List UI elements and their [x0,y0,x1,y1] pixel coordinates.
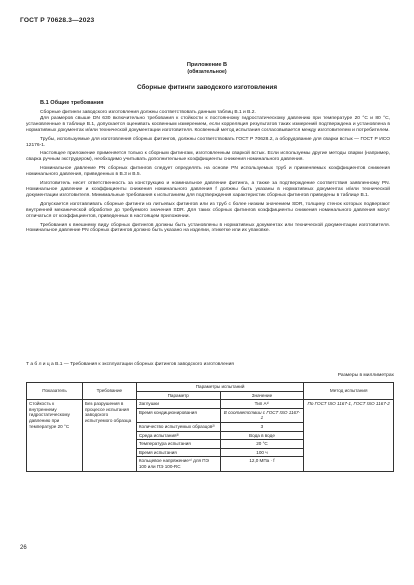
paragraph: Номинальное давление PN сборных фитингов следует определять на основе PN используемых труб и применяемых коэффициентов снижения номинального давления, приведенных в В.3 и В.5. [26,166,390,178]
table-units: Размеры в миллиметрах [337,373,394,378]
cell-value: 20 °С [220,440,304,449]
appendix-status: (обязательное) [187,69,227,75]
cell-indicator: Стойкость к внутреннему гидростатическому давлению при температуре 20 °С [27,400,83,471]
paragraph: Сборные фитинги заводского изготовления должны соответствовать данным таблиц В.1 и В.2. [40,110,256,115]
cell-value: В соответствии с ГОСТ ISO 1167-1 [220,408,304,422]
header-method: Метод испытания [304,383,394,400]
cell-value: 3 [220,422,304,431]
cell-param: Среда испытания³⁾ [136,431,220,440]
paragraph: Изготовитель несет ответственность за конструкцию и номинальное давление фитинга, а также за подтверждение соответствия заявленному PN. Номинальное давление и коэффициенты снижения номинального давления f должны быть указаны в нормативных документах и/или технической документации изготовителя. Минимальные требования к испытаниям для подтверждения характеристик сборных фитингов приведены в таблице В.1. [26,181,390,198]
document-header: ГОСТ Р 70628.3—2023 [20,17,95,24]
cell-method: По ГОСТ ISO 1167-1, ГОСТ ISO 1167-2 [304,400,394,471]
cell-param: Количество испытуемых образцов²⁾ [136,422,220,431]
paragraph: Требования к внешнему виду сборных фитингов должны быть установлены в нормативных документах или технической документации изготовителя. Номинальное давление PN сборных фитингов должно быть указано на изделии, этикетке или их упаковке. [26,222,390,234]
paragraph: Трубы, используемые для изготовления сборных фитингов, должны соответствовать ГОСТ Р 70628.2, а оборудование для сварки встык — ГОСТ Р ИСО 12176-1. [26,136,390,148]
section-title: В.1 Общие требования [40,100,104,106]
cell-value: 100 ч [220,448,304,457]
requirements-table [26,382,394,472]
header-parameter: Параметр [136,391,220,400]
cell-param: Время испытания [136,448,220,457]
paragraph: Допускается изготавливать сборные фитинги из литьевых фитингов или из труб с более низким значением SDR, толщину стенок которых подвергают внутренней механической обработке до требуемого значения SDR. Для таких сборных фитингов коэффициенты снижения номинального давления могут отличаться от коэффициентов, приведенных в настоящем приложении. [26,201,390,219]
header-indicator: Показатель [27,383,83,400]
appendix-title: Сборные фитинги заводского изготовления [136,84,278,91]
cell-requirement: Без разрушения в процессе испытания заводского испытуемого образца [82,400,136,471]
header-test-params: Параметры испытаний [136,383,304,392]
cell-param: Заглушки [136,400,220,409]
cell-value: Тип A¹⁾ [220,400,304,409]
header-requirement: Требование [82,383,136,400]
table-header-row [27,383,394,392]
paragraph: Настоящее приложение применяется только к сборным фитингам, изготовленным сваркой встык. Если используемы другие методы сварки (например, сварка ручным экструдером), необходимо учитывать дополнительные коэффициенты снижения номинального давления. [26,151,390,163]
cell-param: Температура испытания [136,440,220,449]
appendix-label: Приложение В [186,62,228,68]
table-caption: Т а б л и ц а В.1 — Требования к эксплуатации сборных фитингов заводского изготовления [26,362,234,367]
cell-value: 12,0 МПа · f [220,457,304,471]
cell-param: Время кондиционирования [136,408,220,422]
body-text [26,110,390,234]
header-value: Значение [220,391,304,400]
cell-param: Кольцевое напряжение⁴⁾ для ПЭ 100 или ПЭ 100-RC [136,457,220,471]
paragraph: Для размеров свыше DN 630 включительно требования к стойкости к постоянному гидростатическому давлению при температуре 20 °С и 80 °С, установленные в таблице В.1, допускается оценивать косвенным измерением, если корреляция результатов таких измерений подтверждена и установлена в нормативных документах и/или технической документации изготовителя. Косвенный метод испытания согласовывается между изготовителем и потребителем. [26,115,390,133]
cell-value: Вода в воде [220,431,304,440]
table-row [27,400,394,409]
page-number: 26 [20,545,27,551]
